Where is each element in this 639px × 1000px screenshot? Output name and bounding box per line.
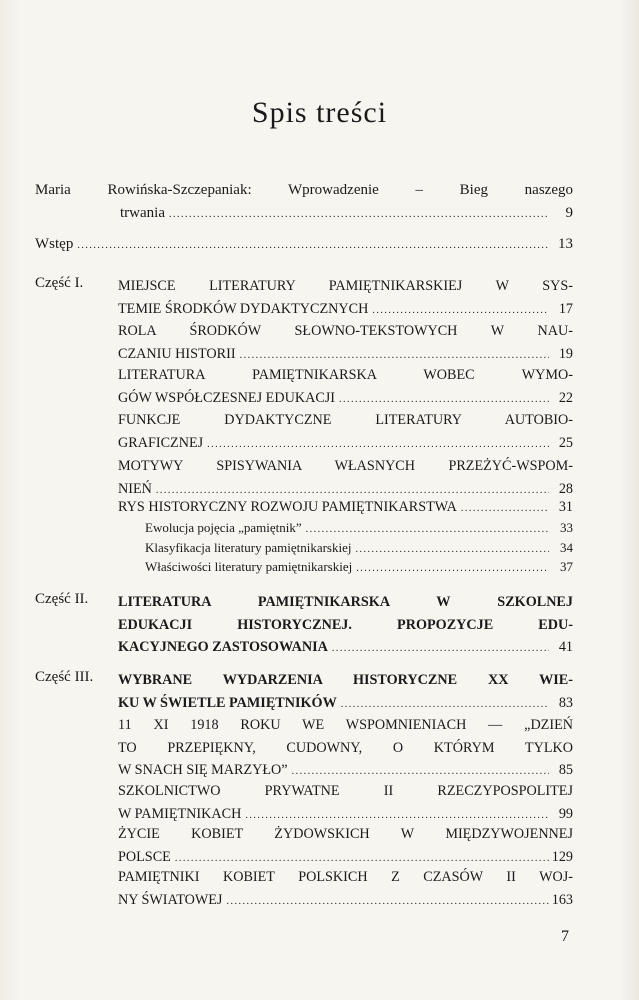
leader-dots bbox=[169, 204, 549, 227]
page-ref: 99 bbox=[558, 805, 573, 822]
entry-line: Wstęp bbox=[35, 236, 74, 252]
toc-entry-subsection bbox=[145, 557, 573, 579]
entry-line: WYBRANE WYDARZENIA HISTORYCZNE XX WIE- bbox=[118, 672, 573, 688]
page-ref: 28 bbox=[558, 480, 573, 497]
toc-entry-chapter bbox=[118, 866, 573, 913]
entry-line: ROLA ŚRODKÓW SŁOWNO-TEKSTOWYCH W NAU- bbox=[118, 323, 573, 339]
entry-line: KU W ŚWIETLE PAMIĘTNIKÓW bbox=[118, 694, 337, 711]
toc-entry-wstep bbox=[35, 233, 573, 258]
entry-line: Maria Rowińska-Szczepaniak: Wprowadzenie – Bieg naszego bbox=[35, 182, 573, 198]
entry-line: W PAMIĘTNIKACH bbox=[118, 805, 242, 822]
page-ref: 22 bbox=[558, 389, 573, 406]
page-ref: 37 bbox=[560, 559, 573, 574]
page-ref: 25 bbox=[558, 434, 573, 451]
entry-line: PAMIĘTNIKI KOBIET POLSKICH Z CZASÓW II WOJ- bbox=[118, 869, 573, 885]
entry-line: trwania bbox=[120, 204, 165, 221]
entry-line: Klasyfikacja literatury pamiętnikarskiej bbox=[145, 540, 352, 555]
entry-line: 11 XI 1918 ROKU WE WSPOMNIENIACH — „DZIEŃ bbox=[118, 717, 573, 733]
leader-dots bbox=[306, 520, 549, 540]
entry-line: W SNACH SIĘ MARZYŁO” bbox=[118, 762, 288, 778]
leader-dots bbox=[356, 559, 549, 579]
entry-line: GÓW WSPÓŁCZESNEJ EDUKACJI bbox=[118, 389, 336, 406]
toc-entry-chapter bbox=[118, 714, 573, 784]
entry-line: FUNKCJE DYDAKTYCZNE LITERATURY AUTOBIO- bbox=[118, 412, 573, 428]
leader-dots bbox=[341, 694, 549, 717]
part-label: Część III. bbox=[35, 669, 94, 685]
entry-line: Właściwości literatury pamiętnikarskiej bbox=[145, 559, 353, 574]
part-label: Część II. bbox=[35, 591, 89, 607]
entry-line: RYS HISTORYCZNY ROZWOJU PAMIĘTNIKARSTWA bbox=[118, 499, 457, 515]
page-ref: 17 bbox=[558, 300, 573, 317]
toc-entry-part2-heading bbox=[118, 591, 573, 661]
toc-entry-chapter bbox=[118, 455, 573, 502]
toc-entry-chapter bbox=[118, 320, 573, 367]
entry-line: POLSCE bbox=[118, 848, 171, 865]
page-ref: 9 bbox=[565, 204, 573, 221]
page-ref: 34 bbox=[560, 540, 573, 555]
entry-line: GRAFICZNEJ bbox=[118, 434, 204, 451]
toc-entry-part1-heading bbox=[118, 275, 573, 322]
entry-line: EDUKACJI HISTORYCZNEJ. PROPOZYCJE EDU- bbox=[118, 616, 573, 633]
toc-entry-chapter bbox=[118, 780, 573, 827]
leader-dots bbox=[372, 300, 549, 323]
leader-dots bbox=[339, 389, 549, 412]
toc-entry-chapter bbox=[118, 823, 573, 870]
entry-line: ŻYCIE KOBIET ŻYDOWSKICH W MIĘDZYWOJENNEJ bbox=[118, 826, 573, 842]
leader-dots bbox=[77, 235, 549, 258]
entry-line: Ewolucja pojęcia „pamiętnik” bbox=[145, 520, 302, 535]
page-ref: 129 bbox=[551, 848, 573, 865]
toc-entry-part3-heading bbox=[118, 669, 573, 716]
entry-line: MIEJSCE LITERATURY PAMIĘTNIKARSKIEJ W SYS- bbox=[118, 278, 573, 294]
page-ref: 163 bbox=[551, 891, 573, 908]
toc-entry-subsection bbox=[145, 518, 573, 540]
page-number: 7 bbox=[561, 928, 569, 945]
page-ref: 83 bbox=[558, 694, 573, 711]
entry-line: TO PRZEPIĘKNY, CUDOWNY, O KTÓRYM TYLKO bbox=[118, 739, 573, 756]
page-ref: 13 bbox=[558, 236, 573, 252]
entry-line: TEMIE ŚRODKÓW DYDAKTYCZNYCH bbox=[118, 300, 369, 317]
page-ref: 33 bbox=[560, 520, 573, 535]
toc-entry-chapter bbox=[118, 409, 573, 456]
part-label: Część I. bbox=[35, 275, 84, 291]
toc-entry-introduction bbox=[35, 179, 573, 226]
leader-dots bbox=[207, 434, 549, 457]
entry-line: MOTYWY SPISYWANIA WŁASNYCH PRZEŻYĆ-WSPOM- bbox=[118, 458, 573, 474]
entry-line: NY ŚWIATOWEJ bbox=[118, 891, 223, 908]
entry-line: KACYJNEGO ZASTOSOWANIA bbox=[118, 639, 328, 655]
leader-dots bbox=[226, 891, 549, 914]
page-ref: 85 bbox=[558, 762, 573, 778]
page-ref: 19 bbox=[558, 345, 573, 362]
entry-line: LITERATURA PAMIĘTNIKARSKA WOBEC WYMO- bbox=[118, 367, 573, 383]
page-ref: 31 bbox=[558, 499, 573, 515]
toc-entry-chapter bbox=[118, 364, 573, 411]
toc-entry-chapter bbox=[118, 496, 573, 521]
entry-line: SZKOLNICTWO PRYWATNE II RZECZYPOSPOLITEJ bbox=[118, 783, 573, 799]
entry-line: NIEŃ bbox=[118, 480, 152, 497]
page-title: Spis treści bbox=[251, 96, 388, 129]
entry-line: LITERATURA PAMIĘTNIKARSKA W SZKOLNEJ bbox=[118, 594, 573, 610]
leader-dots bbox=[332, 638, 549, 661]
page-ref: 41 bbox=[558, 639, 573, 655]
entry-line: CZANIU HISTORII bbox=[118, 345, 236, 362]
